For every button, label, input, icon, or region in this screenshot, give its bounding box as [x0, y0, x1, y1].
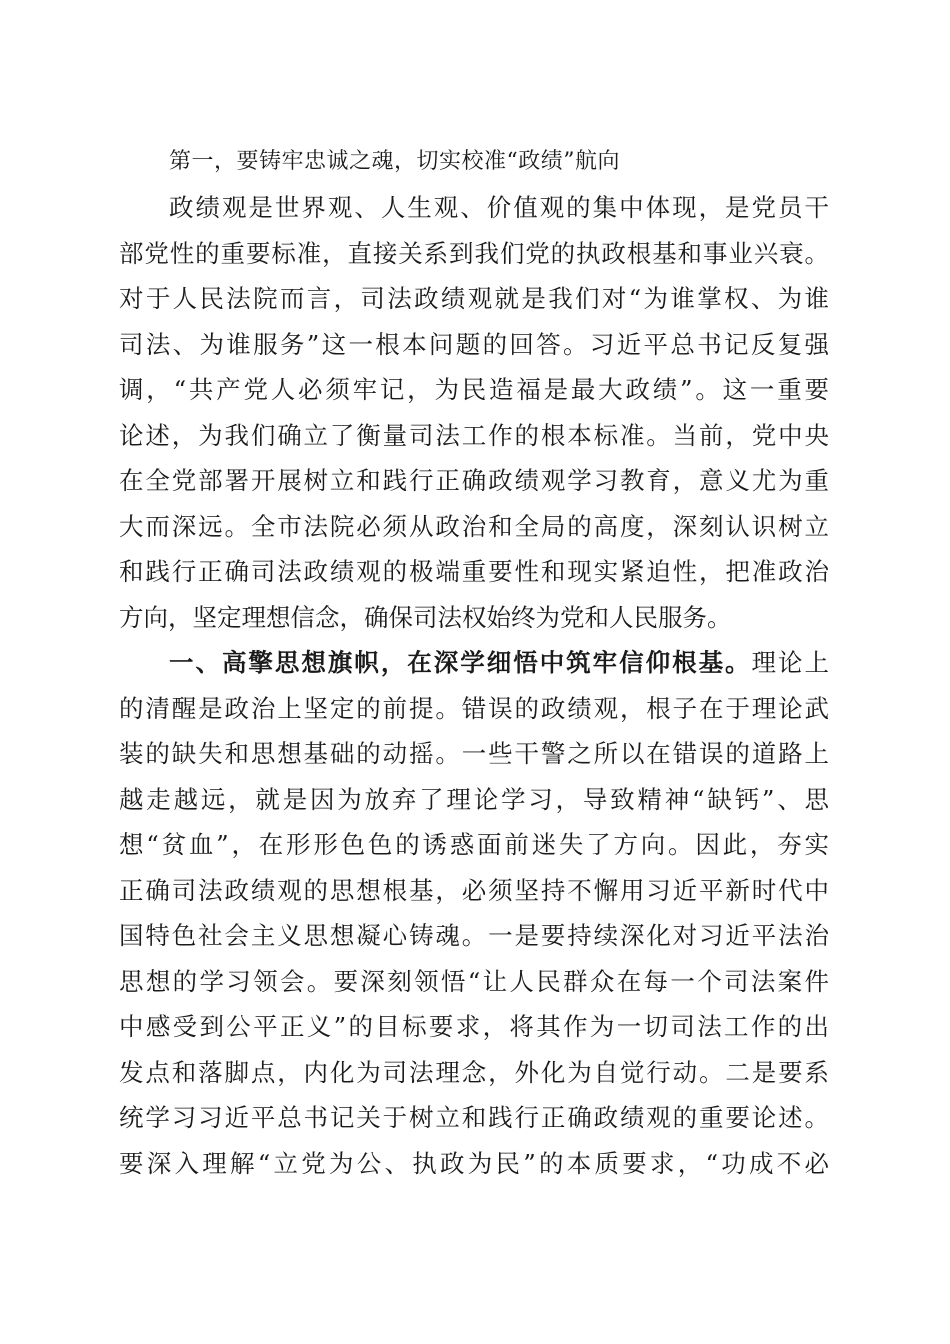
paragraph-line: 政绩观是世界观、人生观、价值观的集中体现，是党员干	[169, 193, 829, 222]
paragraph-line: 想“贫血”，在形形色色的诱惑面前迷失了方向。因此，夯实	[119, 830, 829, 859]
section-1-title: 一、高擎思想旗帜，在深学细悟中筑牢信仰根基。	[169, 648, 752, 677]
paragraph-line: 中感受到公平正义”的目标要求，将其作为一切司法工作的出	[119, 1012, 829, 1041]
paragraph-line: 在全党部署开展树立和践行正确政绩观学习教育，意义尤为重	[119, 466, 829, 495]
section-first-line	[119, 640, 829, 686]
paragraph-line: 装的缺失和思想基础的动摇。一些干警之所以在错误的道路上	[119, 739, 829, 768]
paragraph-1	[119, 185, 829, 640]
heading-block	[119, 139, 829, 185]
section-1-first-rest: 理论上	[751, 648, 830, 677]
paragraph-line: 部党性的重要标准，直接关系到我们党的执政根基和事业兴衰。	[119, 238, 829, 268]
paragraph-line: 发点和落脚点，内化为司法理念，外化为自觉行动。二是要系	[119, 1057, 829, 1087]
paragraph-line: 司法、为谁服务”这一根本问题的回答。习近平总书记反复强	[119, 329, 829, 359]
paragraph-line: 论述，为我们确立了衡量司法工作的根本标准。当前，党中央	[119, 420, 829, 450]
paragraph-line: 国特色社会主义思想凝心铸魂。一是要持续深化对习近平法治	[119, 921, 829, 950]
paragraph-line: 思想的学习领会。要深刻领悟“让人民群众在每一个司法案件	[119, 966, 829, 996]
paragraph-line: 大而深远。全市法院必须从政治和全局的高度，深刻认识树立	[119, 511, 829, 541]
paragraph-line: 的清醒是政治上坚定的前提。错误的政绩观，根子在于理论武	[119, 693, 829, 723]
paragraph-line: 越走越远，就是因为放弃了理论学习，导致精神“缺钙”、思	[119, 784, 829, 814]
paragraph-line: 统学习习近平总书记关于树立和践行正确政绩观的重要论述。	[119, 1103, 829, 1132]
paragraph-line: 正确司法政绩观的思想根基，必须坚持不懈用习近平新时代中	[119, 875, 829, 905]
section-1	[119, 640, 829, 1186]
paragraph-line: 对于人民法院而言，司法政绩观就是我们对“为谁掌权、为谁	[119, 284, 829, 313]
paragraph-line: 要深入理解“立党为公、执政为民”的本质要求，“功成不必	[119, 1148, 829, 1178]
paragraph-line: 方向，坚定理想信念，确保司法权始终为党和人民服务。	[119, 602, 732, 632]
section-heading: 第一，要铸牢忠诚之魂，切实校准“政绩”航向	[169, 149, 620, 174]
paragraph-line: 和践行正确司法政绩观的极端重要性和现实紧迫性，把准政治	[119, 557, 829, 586]
paragraph-line: 调，“共产党人必须牢记，为民造福是最大政绩”。这一重要	[119, 375, 829, 404]
